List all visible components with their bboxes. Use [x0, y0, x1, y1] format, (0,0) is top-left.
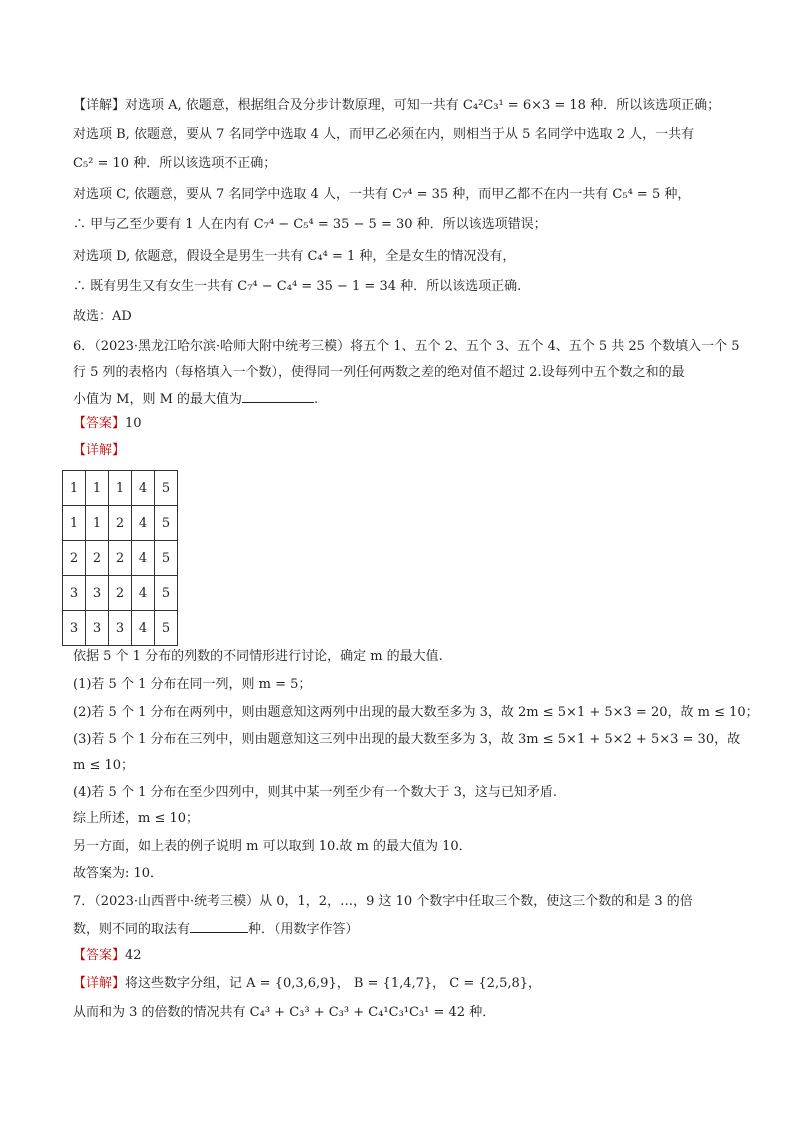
explanation-line: 综上所述，m ≤ 10；	[73, 811, 200, 826]
text-line: ∴ 甲与乙至少要有 1 人在内有 C₇⁴ − C₅⁴ = 35 − 5 = 30 种．所以该选项错误；	[73, 217, 547, 232]
answer-tag: 【答案】	[73, 948, 126, 963]
answer-6	[73, 415, 142, 433]
detail-7	[73, 975, 541, 993]
table-cell: 4	[132, 611, 155, 646]
explanation-line: 依据 5 个 1 分布的列数的不同情形进行讨论，确定 m 的最大值.	[73, 649, 443, 664]
table-cell: 1	[63, 506, 86, 541]
question-6-line: 小值为 M，则 M 的最大值为 .	[73, 392, 319, 407]
detail-text: 将这些数字分组，记 A = {0,3,6,9}， B = {1,4,7}， C = {2,5,8}，	[125, 976, 542, 991]
table-cell: 4	[132, 506, 155, 541]
table-cell: 3	[63, 611, 86, 646]
table-row	[63, 541, 178, 576]
question-6-line: 行 5 列的表格内（每格填入一个数），使得同一列任何两数之差的绝对值不超过 2.设每列中五个数之和的最	[73, 365, 685, 380]
table-cell: 4	[132, 576, 155, 611]
explanation-line: 另一方面，如上表的例子说明 m 可以取到 10.故 m 的最大值为 10．	[73, 839, 472, 854]
text-line: 对选项 C, 依题意，要从 7 名同学中选取 4 人，一共有 C₇⁴ = 35 种，而甲乙都不在内一共有 C₅⁴ = 5 种，	[73, 187, 691, 202]
explanation-line: (1)若 5 个 1 分布在同一列，则 m = 5；	[73, 677, 312, 692]
text-line: C₅² = 10 种．所以该选项不正确；	[73, 156, 277, 171]
answer-line: 故选：AD	[73, 309, 132, 324]
table-cell: 1	[109, 471, 132, 506]
text-line: ∴ 既有男生又有女生一共有 C₇⁴ − C₄⁴ = 35 − 1 = 34 种．所以该选项正确.	[73, 279, 522, 294]
number-table	[62, 470, 178, 646]
table-cell: 1	[63, 471, 86, 506]
explanation-line: m ≤ 10；	[73, 758, 135, 773]
table-cell: 5	[155, 541, 178, 576]
table-cell: 1	[86, 471, 109, 506]
question-7-text: 数，则不同的取法有	[73, 922, 191, 937]
table-cell: 1	[86, 506, 109, 541]
answer-value: 10	[125, 416, 142, 431]
answer-7	[73, 947, 142, 965]
question-7-text: 种．（用数字作答）	[248, 922, 359, 937]
explanation-line: (4)若 5 个 1 分布在至少四列中，则其中某一列至少有一个数大于 3，这与已知矛盾.	[73, 785, 558, 800]
table-row	[63, 506, 178, 541]
table-cell: 2	[109, 576, 132, 611]
table-cell: 5	[155, 506, 178, 541]
table-cell: 2	[63, 541, 86, 576]
table-row	[63, 576, 178, 611]
table-cell: 3	[86, 611, 109, 646]
table-cell: 4	[132, 471, 155, 506]
explanation-line: (2)若 5 个 1 分布在两列中，则由题意知这两列中出现的最大数至多为 3，故 2m ≤ 5×1 + 5×3 = 20，故 m ≤ 10；	[73, 705, 759, 720]
answer-blank	[242, 390, 314, 403]
table-cell: 2	[109, 506, 132, 541]
table-cell: 5	[155, 576, 178, 611]
detail-tag: 【详解】	[73, 976, 126, 991]
text-line: 【详解】对选项 A, 依题意，根据组合及分步计数原理，可知一共有 C₄²C₃¹ = 6×3 = 18 种．所以该选项正确；	[73, 98, 721, 113]
table-cell: 3	[109, 611, 132, 646]
question-6-line: 6．（2023·黑龙江哈尔滨·哈师大附中统考三模）将五个 1、五个 2、五个 3、五个 4、五个 5 共 25 个数填入一个 5	[73, 339, 740, 354]
explanation-line: (3)若 5 个 1 分布在三列中，则由题意知这三列中出现的最大数至多为 3，故 3m ≤ 5×1 + 5×2 + 5×3 = 30，故	[73, 732, 741, 747]
table-row	[63, 611, 178, 646]
question-7-line	[73, 920, 359, 939]
table-cell: 2	[86, 541, 109, 576]
table-cell: 5	[155, 471, 178, 506]
answer-blank	[190, 920, 248, 933]
detail-tag: 【详解】	[73, 443, 126, 458]
table-cell: 3	[63, 576, 86, 611]
explanation-line: 故答案为: 10．	[73, 866, 164, 881]
question-7-line: 7．（2023·山西晋中·统考三模）从 0，1，2，…，9 这 10 个数字中任取三个数，使这三个数的和是 3 的倍	[73, 894, 693, 909]
text-line: 对选项 B, 依题意，要从 7 名同学中选取 4 人，而甲乙必须在内，则相当于从 5 名同学中选取 2 人，一共有	[73, 127, 695, 142]
answer-tag: 【答案】	[73, 416, 126, 431]
table-row	[63, 471, 178, 506]
question-6-text: 小值为 M，则 M 的最大值为	[73, 392, 243, 407]
table-cell: 4	[132, 541, 155, 576]
text-line: 对选项 D, 依题意，假设全是男生一共有 C₄⁴ = 1 种，全是女生的情况没有，	[73, 249, 516, 264]
table-cell: 3	[86, 576, 109, 611]
final-line: 从而和为 3 的倍数的情况共有 C₄³ + C₃³ + C₃³ + C₄¹C₃¹C₃¹ = 42 种．	[73, 1005, 496, 1020]
answer-value: 42	[125, 948, 142, 963]
table-cell: 5	[155, 611, 178, 646]
table-cell: 2	[109, 541, 132, 576]
